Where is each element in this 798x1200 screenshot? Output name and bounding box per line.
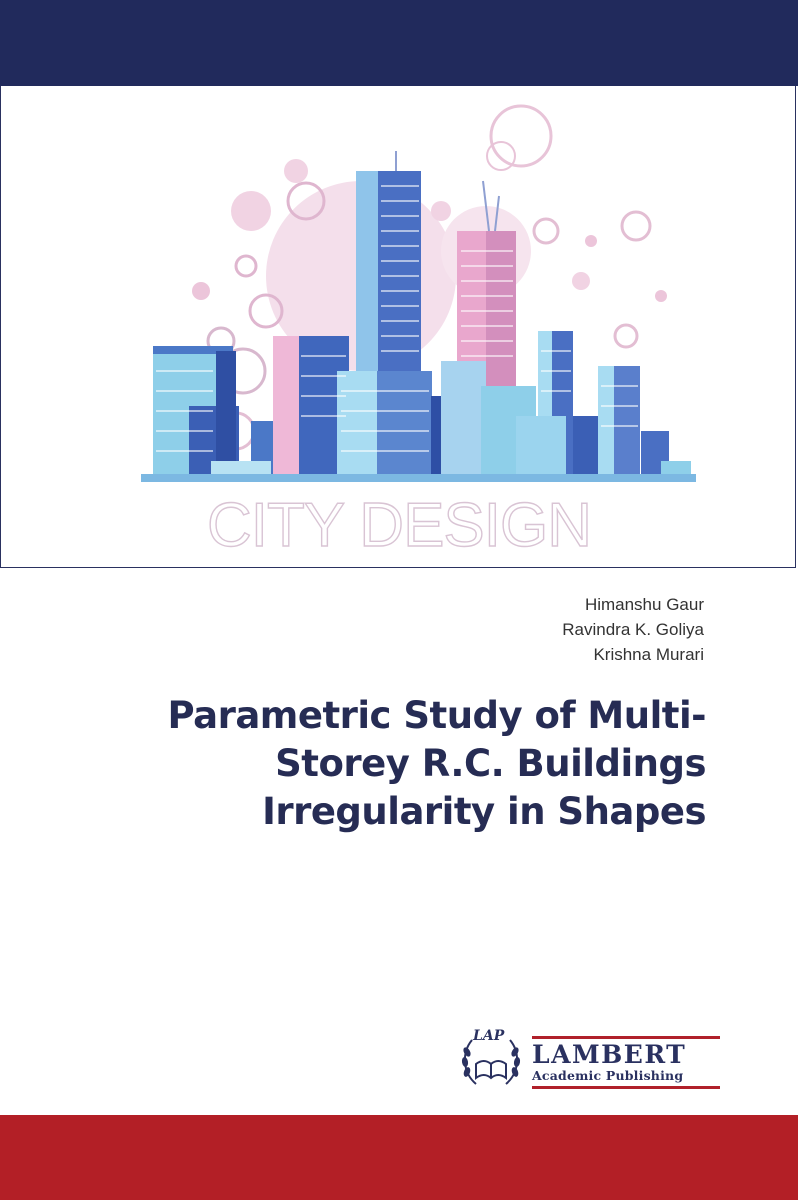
- author-list: [562, 592, 704, 667]
- buildings: [141, 171, 696, 482]
- cover-artwork: [0, 86, 796, 568]
- book-title: Parametric Study of Multi- Storey R.C. Buildings Irregularity in Shapes: [167, 694, 706, 833]
- bottom-color-band: [0, 1115, 798, 1200]
- top-color-band: [0, 0, 798, 86]
- author-name: Krishna Murari: [593, 645, 704, 664]
- lap-badge-text: LAP: [473, 1028, 505, 1044]
- publisher-name: LAMBERT: [532, 1040, 687, 1069]
- author-name: Ravindra K. Goliya: [562, 620, 704, 639]
- publisher-subtitle: Academic Publishing: [532, 1068, 684, 1083]
- open-book-icon: [476, 1061, 506, 1078]
- artwork-caption: CITY DESIGN: [206, 491, 592, 560]
- rule-bottom: [532, 1086, 720, 1089]
- author-name: Himanshu Gaur: [584, 595, 704, 614]
- publisher-logo: [458, 1028, 728, 1092]
- rule-top: [532, 1036, 720, 1039]
